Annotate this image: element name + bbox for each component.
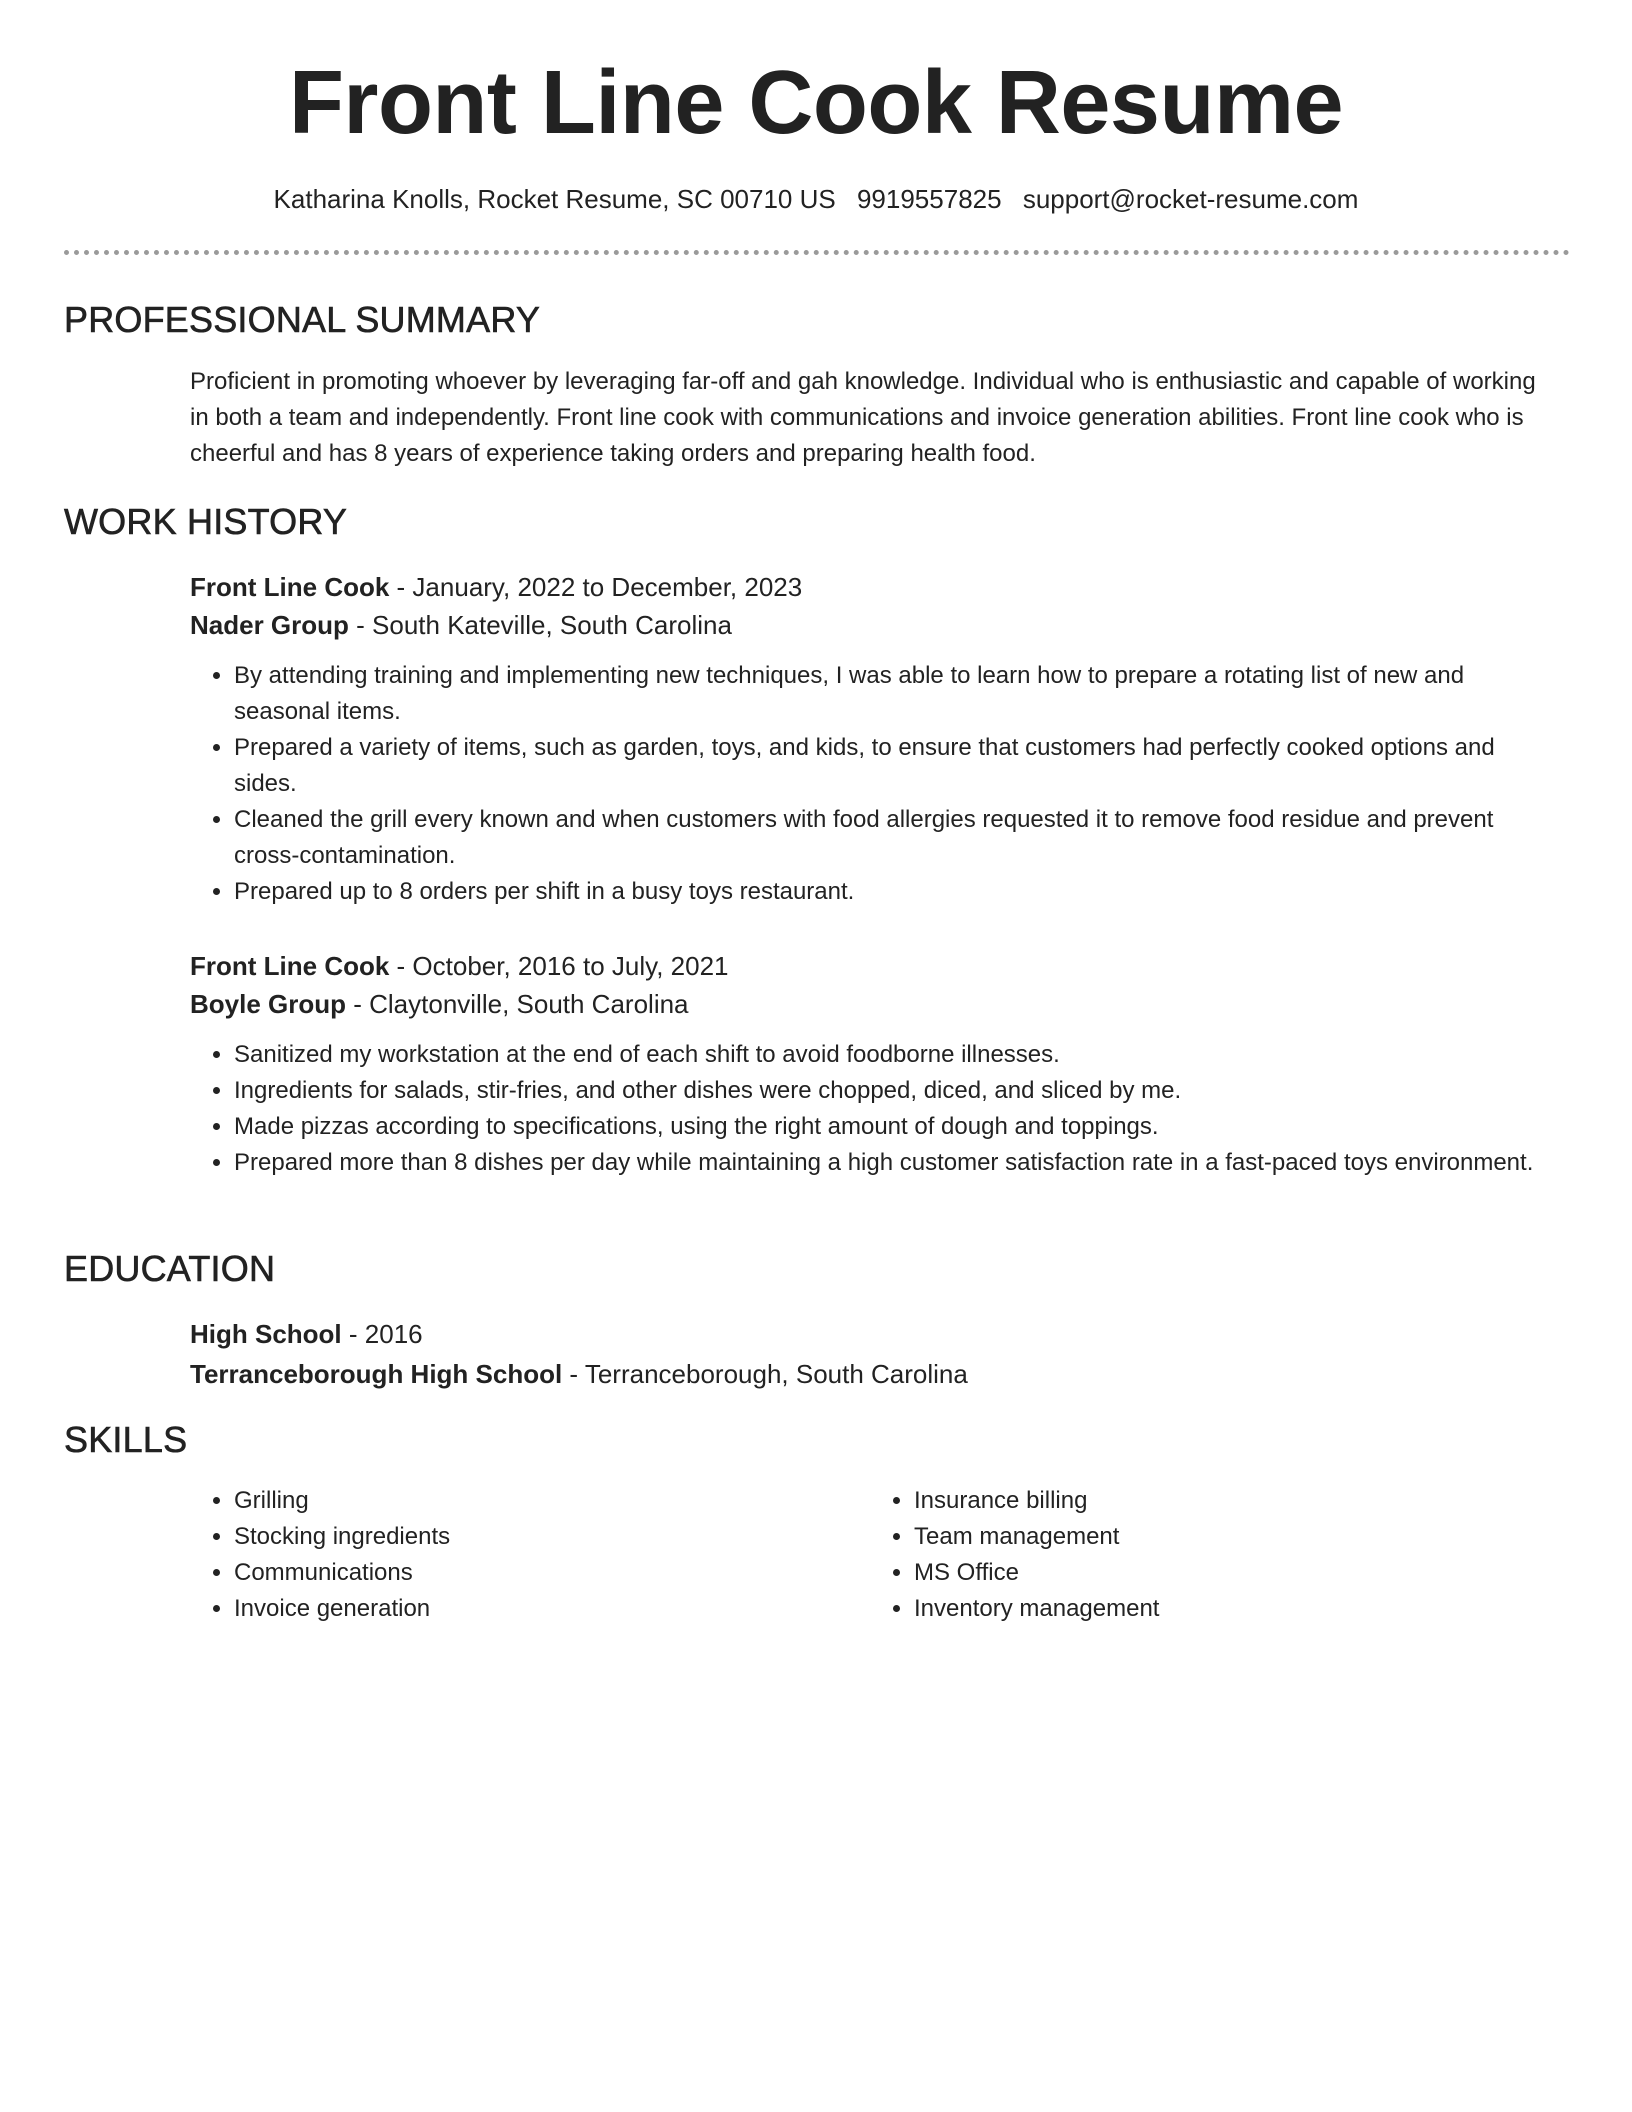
job-bullets [190,1037,1555,1181]
education-entry [190,1314,1555,1394]
list-item: • Inventory management [914,1591,1550,1627]
skills-heading: SKILLS [64,1419,188,1460]
job-title-line [190,568,1555,606]
work-history-heading: WORK HISTORY [64,501,348,542]
education-degree-line [190,1314,1555,1354]
job-entry-1 [190,568,1555,910]
job-location: - South Kateville, South Carolina [348,610,732,640]
list-item: • Communications [234,1555,870,1591]
summary-heading: PROFESSIONAL SUMMARY [64,299,541,340]
list-item: • Ingredients for salads, stir-fries, and other dishes were chopped, diced, and sliced by me. [234,1073,1555,1109]
list-item: • Prepared a variety of items, such as garden, toys, and kids, to ensure that customers had perfectly cooked options and sides. [234,730,1555,802]
list-item: • By attending training and implementing new techniques, I was able to learn how to prepare a rotating list of new and seasonal items. [234,658,1555,730]
contact-address: Katharina Knolls, Rocket Resume, SC 00710 US [273,184,836,214]
list-item: • Cleaned the grill every known and when customers with food allergies requested it to remove food residue and prevent cross-contamination. [234,802,1555,874]
education-location: - Terranceborough, South Carolina [562,1359,968,1389]
job-bullets [190,658,1555,910]
list-item: • Made pizzas according to specifications, using the right amount of dough and toppings. [234,1109,1555,1145]
contact-info [0,182,1632,216]
list-item: • Sanitized my workstation at the end of each shift to avoid foodborne illnesses. [234,1037,1555,1073]
job-dates: - October, 2016 to July, 2021 [389,951,729,981]
summary-section [190,364,1555,472]
list-item: • MS Office [914,1555,1550,1591]
job-dates: - January, 2022 to December, 2023 [389,572,803,602]
job-company-line [190,606,1555,644]
summary-text: Proficient in promoting whoever by leveraging far-off and gah knowledge. Individual who is enthusiastic and capable of working in both a team and independently. Front line cook with communications and invoice generation abilities. Front line cook who is cheerful and has 8 years of experience taking orders and preparing health food. [190,368,1536,467]
skills-grid [190,1483,1555,1627]
job-title: Front Line Cook [190,572,390,602]
list-item: • Prepared more than 8 dishes per day while maintaining a high customer satisfaction rate in a fast-paced toys environment. [234,1145,1555,1181]
list-item: • Insurance billing [914,1483,1550,1519]
contact-email: support@rocket-resume.com [1022,184,1359,214]
education-degree: High School [190,1319,342,1349]
education-school: Terranceborough High School [190,1359,563,1389]
education-heading: EDUCATION [64,1248,276,1289]
job-entry-2 [190,947,1555,1181]
list-item: • Team management [914,1519,1550,1555]
list-item: • Invoice generation [234,1591,870,1627]
header-divider [64,250,1570,255]
skills-list-left [190,1483,870,1627]
list-item: • Stocking ingredients [234,1519,870,1555]
list-item: • Grilling [234,1483,870,1519]
job-company: Boyle Group [190,989,347,1019]
job-company-line [190,985,1555,1023]
job-company: Nader Group [190,610,349,640]
job-title-line [190,947,1555,985]
skills-list-right [870,1483,1550,1627]
education-school-line [190,1354,1555,1394]
job-location: - Claytonville, South Carolina [346,989,689,1019]
job-title: Front Line Cook [190,951,390,981]
page-title: Front Line Cook Resume [288,53,1344,153]
contact-phone: 9919557825 [856,184,1002,214]
education-year: - 2016 [341,1319,423,1349]
list-item: • Prepared up to 8 orders per shift in a busy toys restaurant. [234,874,1555,910]
